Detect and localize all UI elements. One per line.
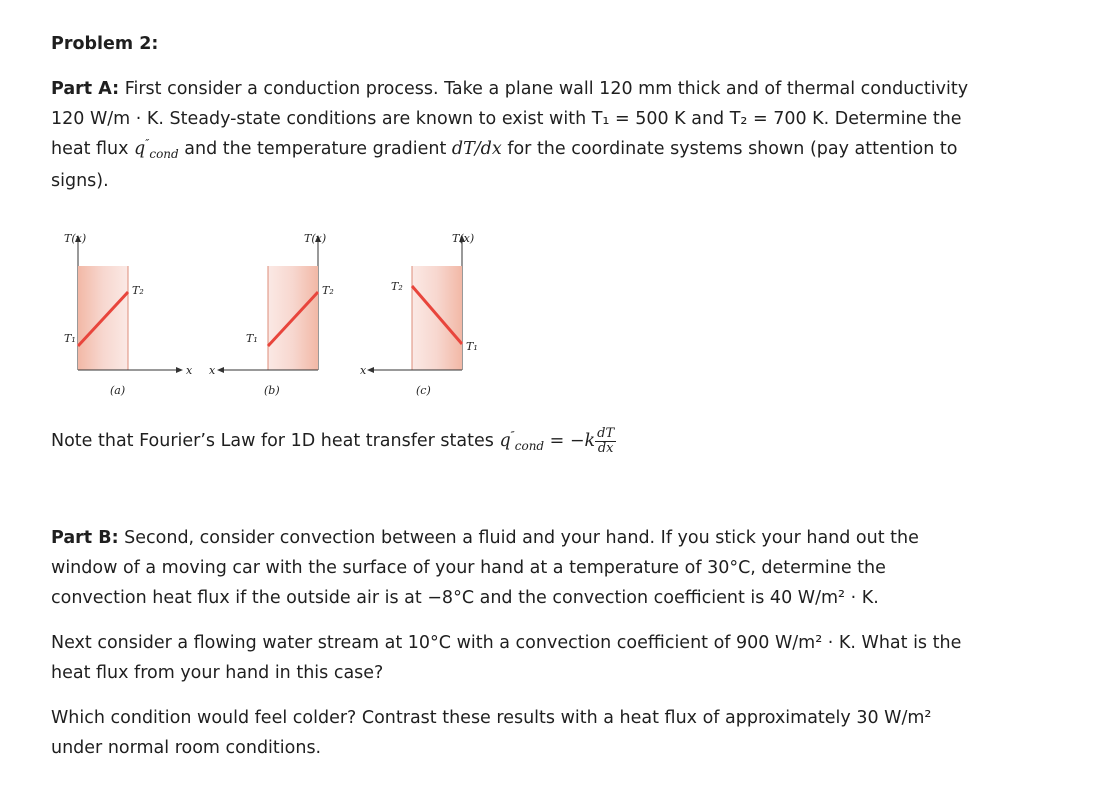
part-b-p3-line1: Which condition would feel colder? Contrast these results with a heat flux of approximately 30 W/m² [51, 708, 932, 728]
part-b-line1: Second, consider convection between a fluid and your hand. If you stick your hand out the [118, 528, 919, 548]
fourier-text: Note that Fourier’s Law for 1D heat transfer states [51, 431, 500, 451]
part-a-text [51, 74, 968, 196]
heat-flux-symbol: $q''_{cond}$ [134, 137, 179, 161]
gradient-symbol: dT/dx [451, 139, 502, 159]
part-b-text [51, 523, 919, 613]
part-b-line3: convection heat flux if the outside air is at −8°C and the convection coefficient is 40 W/m² · K. [51, 588, 879, 608]
panel-b-t1: T₁ [246, 332, 258, 345]
fourier-law-note [51, 426, 616, 458]
fourier-equals: = −k [544, 431, 596, 451]
panel-c-axis-label: T(x) [452, 232, 475, 245]
panel-a-x-label: x [186, 364, 193, 377]
panel-a-t2: T₂ [132, 284, 144, 297]
part-a-line4: signs). [51, 171, 109, 191]
panel-b-axis-label: T(x) [304, 232, 327, 245]
part-b-label: Part B: [51, 528, 119, 548]
panel-c-x-label: x [360, 364, 367, 377]
panel-c-t1: T₁ [466, 340, 478, 353]
panel-a-t1: T₁ [64, 332, 76, 345]
panel-b-x-label: x [209, 364, 216, 377]
part-a-line3: heat flux $q''_{cond}$ and the temperature gradient dT/dx for the coordinate systems shown (pay attention to [51, 137, 958, 161]
panel-b [209, 218, 334, 397]
panel-b-caption: (b) [264, 384, 280, 397]
panel-a-axis-label: T(x) [64, 232, 87, 245]
part-b-p2-line2: heat flux from your hand in this case? [51, 663, 384, 683]
part-a-line1: First consider a conduction process. Take a plane wall 120 mm thick and of thermal conductivity [119, 79, 969, 99]
panel-c-wall [412, 266, 462, 370]
panel-c [360, 232, 478, 397]
wall-diagram-figure [48, 218, 518, 408]
panel-a-caption: (a) [110, 384, 126, 397]
part-b-paragraph-2 [51, 628, 961, 688]
part-b-paragraph-3 [51, 703, 931, 763]
panel-c-t2: T₂ [391, 280, 403, 293]
panel-b-t2: T₂ [322, 284, 334, 297]
panel-c-caption: (c) [416, 384, 431, 397]
part-a-label: Part A: [51, 79, 120, 99]
part-a-line2: 120 W/m · K. Steady-state conditions are known to exist with T₁ = 500 K and T₂ = 700 K. Determine the [51, 109, 962, 129]
part-b-p3-line2: under normal room conditions. [51, 738, 322, 758]
problem-title: Problem 2: [51, 34, 159, 54]
part-b-p2-line1: Next consider a flowing water stream at 10°C with a convection coefficient of 900 W/m² · K. What is the [51, 633, 962, 653]
fourier-heat-flux-symbol: $q''_{cond}$ [499, 429, 545, 453]
fourier-fraction: $\frac{dT}{dx}$ [597, 425, 615, 456]
part-b-line2: window of a moving car with the surface of your hand at a temperature of 30°C, determine the [51, 558, 886, 578]
panel-a [64, 232, 193, 397]
